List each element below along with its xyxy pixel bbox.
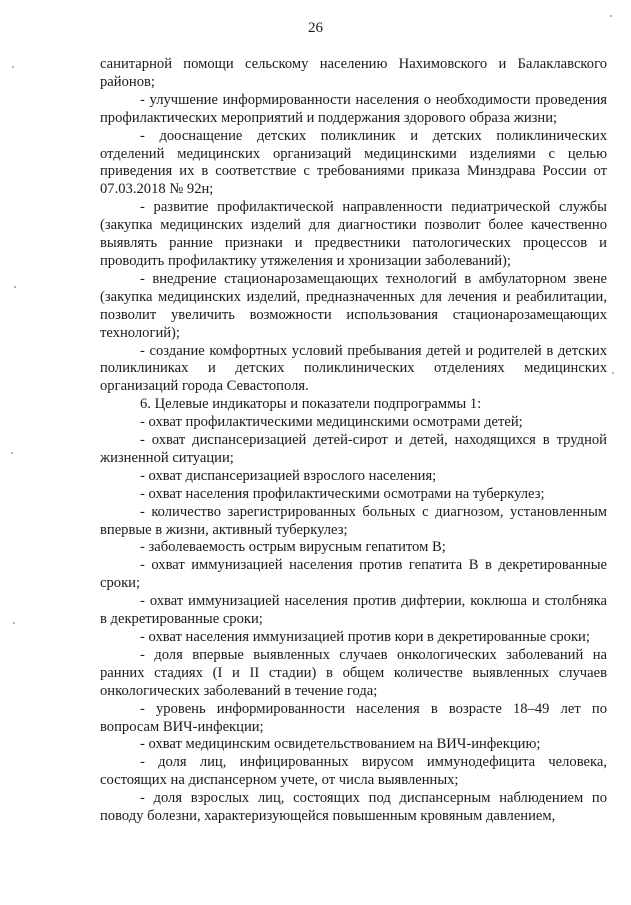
scan-speck <box>612 372 614 374</box>
scan-speck <box>610 15 612 17</box>
indicator-item: - уровень информированности населения в возрасте 18–49 лет по вопросам ВИЧ-инфекции; <box>100 700 607 735</box>
indicator-item: - доля лиц, инфицированных вирусом иммунодефицита человека, состоящих на диспансерном учете, от числа выявленных; <box>100 754 607 789</box>
indicator-item: - охват диспансеризацией детей-сирот и детей, находящихся в трудной жизненной ситуации; <box>100 432 607 466</box>
list-item: - создание комфортных условий пребывания детей и родителей в детских поликлиниках и детских поликлинических отделениях медицинских организаций города Севастополя. <box>100 342 607 395</box>
indicator-item: - доля впервые выявленных случаев онкологических заболеваний на ранних стадиях (I и II стадии) в общем количестве выявленных случаев онкологических заболеваний в течение года; <box>100 646 607 699</box>
paragraph-continuation: санитарной помощи сельскому населению Нахимовского и Балаклавского районов; <box>100 56 607 90</box>
list-item: - улучшение информированности населения о необходимости проведения профилактических мероприятий и поддержания здорового образа жизни; <box>100 91 607 126</box>
indicator-item: - охват иммунизацией населения против гепатита В в декретированные сроки; <box>100 557 607 592</box>
scan-speck <box>12 66 14 68</box>
indicator-item: - охват медицинским освидетельствованием на ВИЧ-инфекцию; <box>140 736 541 753</box>
page-number: 26 <box>308 20 323 36</box>
indicator-item: - охват иммунизацией населения против дифтерии, коклюша и столбняка в декретированные сроки; <box>100 593 607 628</box>
indicator-item: - охват профилактическими медицинскими осмотрами детей; <box>140 414 523 431</box>
scan-speck <box>13 622 15 624</box>
indicator-item: - охват населения профилактическими осмотрами на туберкулез; <box>140 485 545 502</box>
indicator-item: - охват диспансеризацией взрослого населения; <box>140 467 437 484</box>
indicator-item: - охват населения иммунизацией против кори в декретированные сроки; <box>140 629 590 645</box>
indicator-item: - доля взрослых лиц, состоящих под диспансерным наблюдением по поводу болезни, характеризующейся повышенным кровяным давлением, <box>100 790 607 825</box>
indicator-item: - заболеваемость острым вирусным гепатитом В; <box>140 539 446 556</box>
document-body <box>100 56 607 826</box>
scan-speck <box>14 286 16 288</box>
scan-speck <box>11 452 13 454</box>
list-item: - дооснащение детских поликлиник и детских поликлинических отделений медицинских организаций медицинскими изделиями с целью приведения их в соответствие с требованиями приказа Минздрава России от 07.03.2018 № 92н; <box>100 127 607 198</box>
indicator-item: - количество зарегистрированных больных с диагнозом, установленным впервые в жизни, активный туберкулез; <box>100 503 607 538</box>
list-item: - развитие профилактической направленности педиатрической службы (закупка медицинских изделий для диагностики позволит более качественно выявлять ранние признаки и предвестники патологических процессов и проводить профилактику утяжеления и хронизации заболеваний); <box>100 199 607 269</box>
list-item: - внедрение стационарозамещающих технологий в амбулаторном звене (закупка медицинских изделий, предназначенных для лечения и реабилитации, позволит увеличить возможности использования стационарозамещающих технологий); <box>100 270 607 341</box>
section-heading: 6. Целевые индикаторы и показатели подпрограммы 1: <box>140 396 482 413</box>
